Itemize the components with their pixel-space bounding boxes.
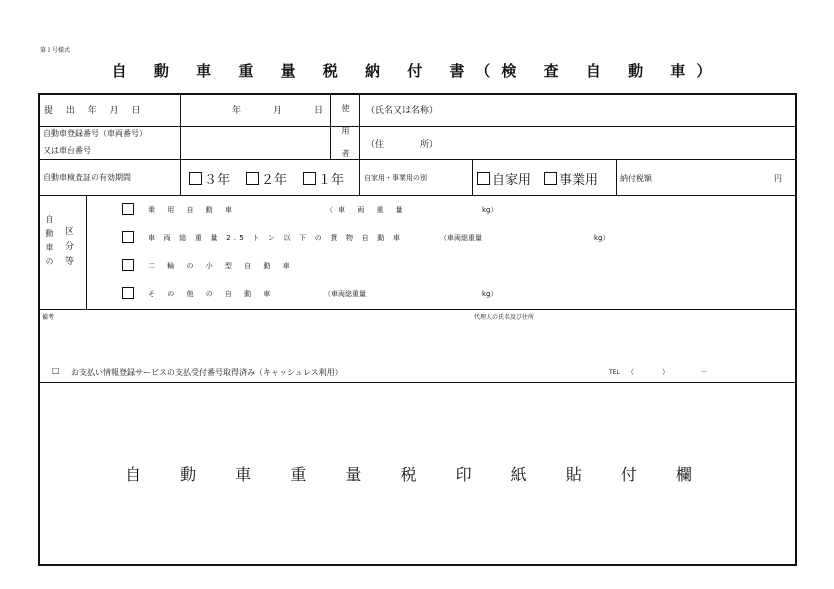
tel-format: （ ） －	[627, 368, 708, 376]
period-1-year[interactable]	[303, 169, 344, 188]
col-divider-category	[86, 195, 87, 309]
period-2-years[interactable]	[246, 169, 287, 188]
user-label: 使 用 者	[341, 104, 350, 164]
name-label: （氏名又は名称）	[366, 106, 439, 116]
stamp-area-label: 自 動 車 重 量 税 印 紙 貼 付 欄	[125, 465, 709, 484]
form-frame	[38, 93, 797, 566]
col-divider-user-right	[359, 94, 360, 195]
checkbox-icon[interactable]	[246, 172, 259, 185]
row-divider-5	[39, 382, 796, 383]
row-divider-2	[39, 159, 796, 160]
category-label-class: 区分等	[63, 226, 73, 271]
category-checkbox-other[interactable]	[122, 287, 134, 299]
row-divider-3	[39, 195, 796, 196]
private-use-option[interactable]	[477, 169, 531, 188]
category-unit-passenger: kg）	[482, 206, 498, 214]
col-divider-user-left	[330, 94, 331, 159]
period-3-label: ３年	[204, 173, 231, 188]
period-2-label: ２年	[261, 173, 288, 188]
col-divider-label	[180, 94, 181, 195]
cashless-label: お支払い情報登録サービスの支払受付番号取得済み（キャッシュレス利用）	[71, 368, 343, 377]
col-divider-use-type	[472, 159, 473, 195]
submission-date-label: 提 出 年 月 日	[44, 106, 146, 116]
remarks-label: 備考	[42, 314, 55, 321]
col-divider-tax	[616, 159, 617, 195]
category-weight-cargo: （車両総重量	[440, 234, 482, 242]
inspection-validity-label: 自動車検査証の有効期間	[43, 173, 131, 182]
category-unit-cargo: kg）	[594, 234, 610, 242]
tax-amount-label: 納付税額	[620, 174, 652, 183]
address-label: （住 所）	[366, 140, 439, 150]
category-item-motorcycle: 二 輪 の 小 型 自 動 車	[148, 262, 295, 270]
row-divider-1	[39, 126, 796, 127]
category-item-cargo: 車 両 総 重 量 2.5 ト ン 以 下 の 貨 物 自 動 車	[148, 234, 404, 242]
checkbox-icon[interactable]	[477, 172, 490, 185]
category-checkbox-cargo[interactable]	[122, 231, 134, 243]
form-number: 第１号様式	[40, 47, 71, 54]
category-weight-other: （車両総重量	[324, 290, 366, 298]
category-item-passenger: 乗 用 自 動 車	[148, 206, 237, 214]
category-checkbox-passenger[interactable]	[122, 203, 134, 215]
private-use-label: 自家用	[492, 173, 532, 188]
category-weight-passenger: （車 両 重 量	[326, 206, 408, 214]
category-checkbox-motorcycle[interactable]	[122, 259, 134, 271]
checkbox-icon[interactable]	[544, 172, 557, 185]
date-year-label: 年	[232, 106, 242, 116]
date-day-label: 日	[314, 106, 324, 116]
category-label-vehicle: 自動車の	[45, 215, 54, 271]
agent-label: 代理人の氏名及び住所	[474, 314, 535, 321]
form-title: 自 動 車 重 量 税 納 付 書（検 査 自 動 車）	[111, 62, 723, 80]
chassis-number-label: 又は車台番号	[43, 146, 91, 155]
category-unit-other: kg）	[482, 290, 498, 298]
category-item-other: そ の 他 の 自 動 車	[148, 290, 276, 298]
business-use-label: 事業用	[559, 173, 599, 188]
row-divider-4	[39, 309, 796, 310]
checkbox-icon[interactable]	[303, 172, 316, 185]
period-1-label: １年	[318, 173, 345, 188]
yen-unit: 円	[774, 174, 782, 183]
business-use-option[interactable]	[544, 169, 598, 188]
cashless-checkbox-icon[interactable]: □	[52, 366, 60, 375]
registration-label: 自動車登録番号（車両番号）	[43, 129, 147, 138]
tel-label: TEL	[609, 369, 620, 376]
use-type-label: 自家用・事業用の別	[364, 174, 427, 182]
period-3-years[interactable]	[189, 169, 230, 188]
date-month-label: 月	[273, 106, 283, 116]
checkbox-icon[interactable]	[189, 172, 202, 185]
